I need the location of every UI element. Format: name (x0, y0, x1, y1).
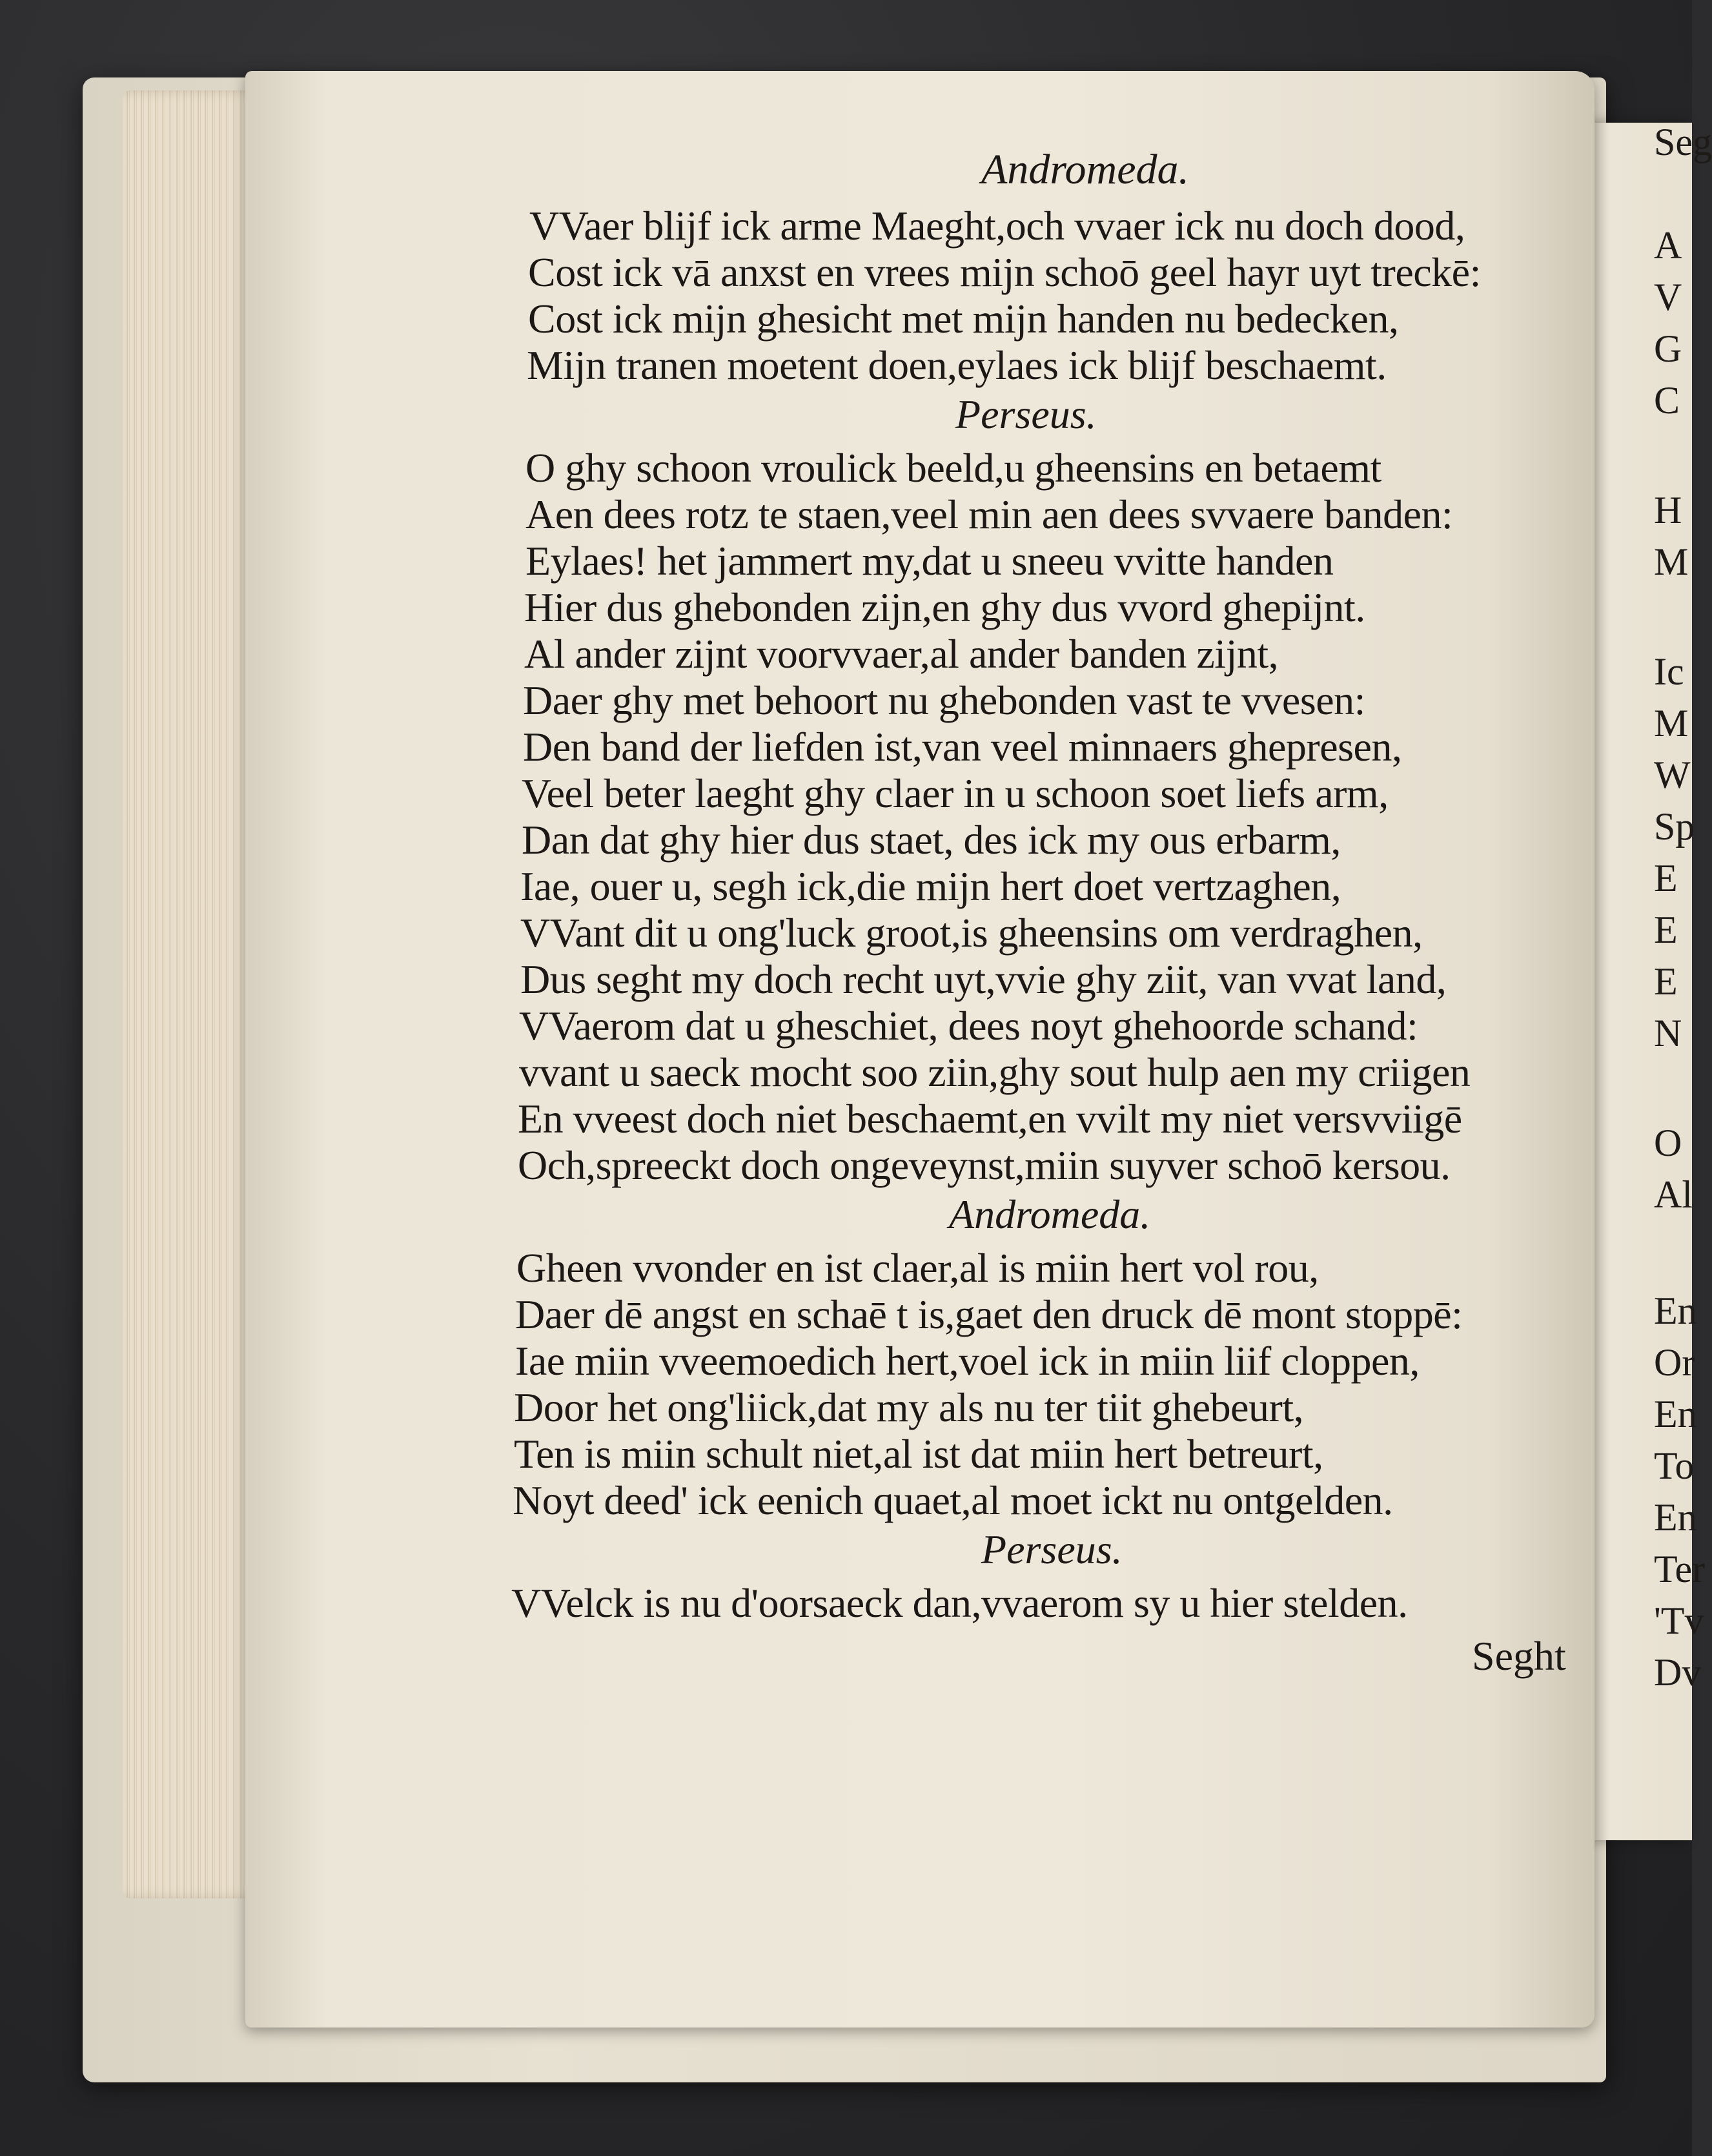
facing-page-fragment: Seg (1654, 121, 1712, 163)
facing-page-fragment: Al (1654, 1173, 1693, 1216)
facing-page-fragment: Dv (1654, 1651, 1702, 1694)
catchword: Seght (1472, 1633, 1566, 1679)
verse-line: Cost ick vā anxst en vrees mijn schoō geel hayr uyt treckē: (528, 249, 1481, 295)
verse-line: Daer ghy met behoort nu ghebonden vast te vvesen: (523, 677, 1365, 723)
facing-page-fragment: Sp (1654, 805, 1695, 848)
facing-page-fragment: O (1654, 1122, 1682, 1164)
verse-line: vvant u saeck mocht soo ziin,ghy sout hulp aen my criigen (519, 1049, 1471, 1095)
verse-line: O ghy schoon vroulick beeld,u gheensins en betaemt (525, 445, 1381, 491)
verse-line: Dan dat ghy hier dus staet, des ick my ous erbarm, (522, 817, 1341, 863)
facing-page (1589, 121, 1712, 1840)
verse-line: Noyt deed' ick eenich quaet,al moet ickt nu ontgelden. (513, 1477, 1393, 1523)
facing-page-fragment: C (1654, 379, 1680, 422)
facing-page-fragment: E (1654, 857, 1678, 899)
verse-line: Cost ick mijn ghesicht met mijn handen nu bedecken, (528, 296, 1399, 342)
verse-line: Eylaes! het jammert my,dat u sneeu vvitte handen (525, 538, 1334, 584)
facing-page-fragment: A (1654, 224, 1682, 267)
verse-line: Veel beter laeght ghy claer in u schoon soet liefs arm, (522, 770, 1389, 816)
verse-line: Aen dees rotz te staen,veel min aen dees svvaere banden: (525, 491, 1453, 537)
verse-line: Och,spreeckt doch ongeveynst,miin suyver schoō kersou. (518, 1142, 1451, 1188)
verse-line: Hier dus ghebonden zijn,en ghy dus vvord ghepijnt. (524, 584, 1365, 630)
facing-page-fragment: M (1654, 702, 1689, 744)
facing-page-fragment: En (1654, 1393, 1697, 1435)
verse-line: En vveest doch niet beschaemt,en vvilt my niet versvviigē (518, 1096, 1462, 1142)
verse-line: Ten is miin schult niet,al ist dat miin hert betreurt, (514, 1431, 1323, 1477)
verse-line: Gheen vvonder en ist claer,al is miin hert vol rou, (516, 1245, 1319, 1291)
verse-line: VVaer blijf ick arme Maeght,och vvaer ick nu doch dood, (529, 203, 1465, 249)
facing-page-fragment: En (1654, 1289, 1697, 1332)
facing-page-fragment: Ter (1654, 1548, 1706, 1590)
facing-page-fragment: H (1654, 489, 1682, 531)
facing-page-fragment: E (1654, 909, 1678, 951)
verse-line: Iae, ouer u, segh ick,die mijn hert doet vertzaghen, (520, 863, 1341, 909)
facing-page-fragment: E (1654, 960, 1678, 1003)
verse-line: VVelck is nu d'oorsaeck dan,vvaerom sy u hier stelden. (511, 1580, 1408, 1626)
verse-line: VVant dit u ong'luck groot,is gheensins om verdraghen, (520, 910, 1423, 956)
speaker-heading: Andromeda. (949, 1191, 1151, 1237)
verse-line: Iae miin vveemoedich hert,voel ick in miin liif cloppen, (515, 1338, 1420, 1384)
running-head: Andromeda. (981, 146, 1190, 193)
facing-page-fragment: En (1654, 1496, 1697, 1539)
verse-line: Door het ong'liick,dat my als nu ter tiit ghebeurt, (514, 1384, 1304, 1430)
facing-page-fragment: M (1654, 540, 1689, 583)
verse-line: Den band der liefden ist,van veel minnaers ghepresen, (523, 724, 1402, 770)
verse-line: VVaerom dat u gheschiet, dees noyt ghehoorde schand: (519, 1003, 1418, 1049)
verse-line: Al ander zijnt voorvvaer,al ander banden zijnt, (524, 631, 1279, 677)
facing-page-fragment: V (1654, 276, 1682, 318)
facing-page-fragment: 'Tv (1654, 1599, 1704, 1642)
facing-page-fragment: N (1654, 1012, 1682, 1054)
verse-line: Dus seght my doch recht uyt,vvie ghy ziit, van vvat land, (520, 956, 1447, 1002)
speaker-heading: Perseus. (981, 1526, 1123, 1572)
facing-page-fragment: Or (1654, 1341, 1695, 1384)
facing-page-fragment: W (1654, 754, 1691, 796)
verse-line: Daer dē angst en schaē t is,gaet den druck dē mont stoppē: (515, 1291, 1463, 1337)
facing-page-fragment: G (1654, 327, 1682, 370)
speaker-heading: Perseus. (955, 391, 1097, 437)
facing-page-fragment: Ic (1654, 650, 1684, 693)
verse-line: Mijn tranen moetent doen,eylaes ick blijf beschaemt. (527, 342, 1387, 388)
facing-page-fragment: To (1654, 1444, 1695, 1487)
